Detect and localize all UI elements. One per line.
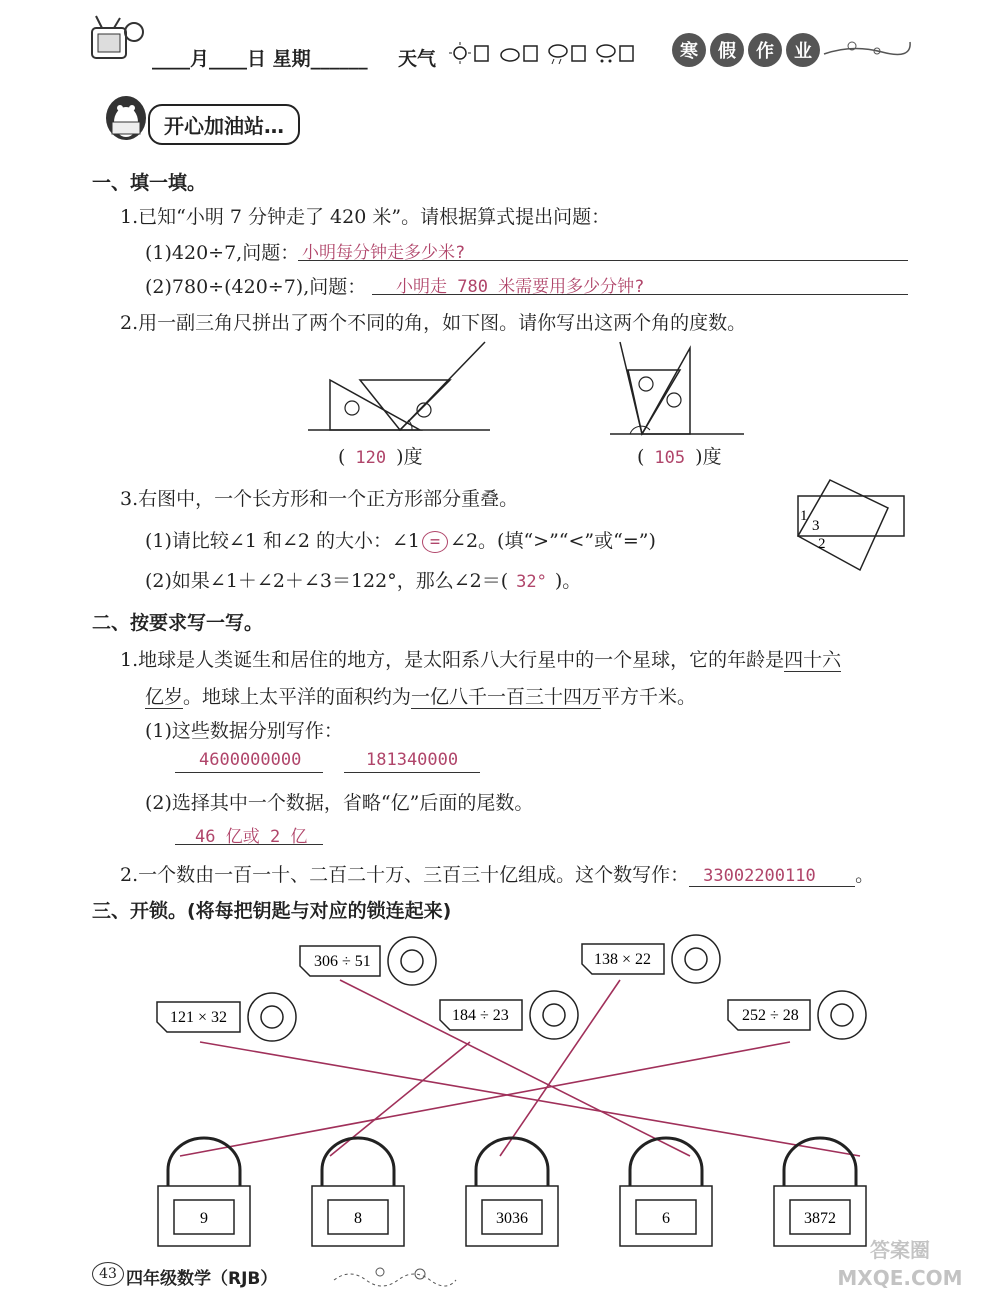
section1-title: 一、填一填。 (92, 172, 207, 194)
angle2-answer: 105 (654, 448, 686, 468)
tv-mascot-icon (88, 14, 148, 64)
s2-q1-line1-text: 1.地球是人类诞生和居住的地方，是太阳系八大行星中的一个星球，它的年龄是 (120, 649, 785, 671)
angle2-unit: 度 (702, 446, 722, 468)
lock-number: 8 (354, 1210, 362, 1227)
section2-title: 二、按要求写一写。 (92, 612, 264, 634)
key-label: 306 ÷ 51 (314, 953, 371, 970)
q3-p2-answer: 32° (516, 572, 547, 592)
lock-3872 (774, 1138, 866, 1246)
triangle-ruler-figure-1 (300, 340, 500, 440)
angle-label: 2 (818, 536, 826, 552)
s2-q2-text: 2.一个数由一百一十、二百二十万、三百三十亿组成。这个数写作： (120, 864, 690, 886)
area-underlined: 一亿八千一百三十四万 (411, 686, 602, 708)
match-line (200, 1042, 860, 1156)
key-label: 138 × 22 (594, 951, 652, 968)
triangle-ruler-figure-2 (600, 340, 750, 440)
s2-p1-answer2-line (344, 750, 480, 773)
q1-stem: 1.已知“小明 7 分钟走了 420 米”。请根据算式提出问题： (120, 206, 611, 228)
page-number-badge (92, 1262, 124, 1286)
weather-label: 天气 (398, 48, 437, 70)
rain-icon (549, 45, 567, 64)
s2-p1-answer1: 4600000000 (199, 750, 302, 770)
s2-q2-answer-line (689, 864, 855, 887)
stamp-char: 假 (710, 33, 744, 67)
lock-number: 3872 (804, 1210, 836, 1227)
q1-p2-answer-line (372, 272, 908, 295)
cloud-icon (501, 49, 519, 61)
section3-title: 三、开锁。(将每把钥匙与对应的锁连起来) (92, 900, 452, 922)
winter-homework-stamp (672, 33, 820, 67)
weather-icons (448, 40, 648, 66)
lock-6 (620, 1138, 712, 1246)
s2-q2-answer: 33002200110 (703, 866, 816, 886)
footer-decoration-icon (330, 1262, 460, 1288)
date-fields: ____月____日 星期______ (152, 48, 368, 70)
q3-p1 (145, 526, 656, 553)
s2-p2-answer-line (175, 822, 323, 845)
s2-q2-end: 。 (855, 864, 875, 886)
lock-number: 6 (662, 1210, 670, 1227)
lock-9 (158, 1138, 250, 1246)
q1-p2-answer: 小明走 780 米需要用多少分钟? (396, 277, 645, 297)
snow-icon (597, 45, 615, 63)
q1-p1-label: (1)420÷7,问题： (145, 242, 300, 264)
angle1-answer-box: ( 120 )度 (338, 446, 423, 468)
q1-p1-answer-line (298, 238, 908, 261)
overlap-rectangle-figure (790, 478, 910, 578)
q3-p1-answer: = (422, 531, 448, 553)
branch-decoration-icon (822, 24, 912, 64)
s2-q1-p2-label: (2)选择其中一个数据，省略“亿”后面的尾数。 (145, 792, 534, 814)
angle-label: 3 (812, 518, 820, 534)
q3-p1-text-a: (1)请比较∠1 和∠2 的大小：∠1 (145, 530, 421, 552)
s2-q1-line2-end: 平方千米。 (601, 686, 697, 708)
q2-stem: 2.用一副三角尺拼出了两个不同的角，如下图。请你写出这两个角的度数。 (120, 312, 747, 334)
key-label: 121 × 32 (170, 1009, 228, 1026)
q3-p2-text-b: )。 (554, 570, 582, 592)
stamp-char: 业 (786, 33, 820, 67)
key-label: 184 ÷ 23 (452, 1007, 509, 1024)
q3-p2 (145, 566, 581, 593)
sun-icon (449, 42, 471, 64)
age-underlined-2: 亿岁 (145, 686, 184, 708)
stamp-char: 寒 (672, 33, 706, 67)
lock-number: 3036 (496, 1210, 528, 1227)
s2-q1-line2-text: 。地球上太平洋的面积约为 (183, 686, 412, 708)
key-label: 252 ÷ 28 (742, 1007, 799, 1024)
lock-number: 9 (200, 1210, 208, 1227)
banner-title: 开心加油站… (148, 104, 300, 145)
q3-p2-text-a: (2)如果∠1＋∠2＋∠3＝122°，那么∠2＝( (145, 570, 509, 592)
s2-p2-answer: 46 亿或 2 亿 (195, 827, 308, 847)
s2-q2 (120, 860, 874, 887)
q1-p2-label: (2)780÷(420÷7),问题： (145, 276, 367, 298)
angle1-unit: 度 (403, 446, 423, 468)
match-line (180, 1042, 790, 1156)
book-title: 四年级数学（RJB） (126, 1269, 278, 1289)
q3-p1-text-b: ∠2。(填“>”“<”或“=”) (450, 530, 656, 552)
angle2-answer-box: ( 105 )度 (637, 446, 722, 468)
s2-q1-line1 (120, 645, 841, 672)
angle-label: 1 (800, 508, 808, 524)
watermark: 答案圈 MXQE.COM (837, 1238, 963, 1290)
angle1-answer: 120 (355, 448, 387, 468)
s2-p1-answer2: 181340000 (366, 750, 459, 770)
q1-p1-answer: 小明每分钟走多少米? (302, 243, 466, 263)
lock-3036 (466, 1138, 558, 1246)
key-lock-diagram (0, 920, 1000, 1260)
s2-q1-p1-label: (1)这些数据分别写作： (145, 720, 343, 742)
age-underlined: 四十六 (784, 649, 842, 671)
lock-8 (312, 1138, 404, 1246)
page-number: 43 (99, 1266, 117, 1282)
stamp-char: 作 (748, 33, 782, 67)
s2-q1-line2 (145, 682, 696, 709)
s2-p1-answer1-line (175, 750, 323, 773)
q3-stem: 3.右图中，一个长方形和一个正方形部分重叠。 (120, 488, 519, 510)
